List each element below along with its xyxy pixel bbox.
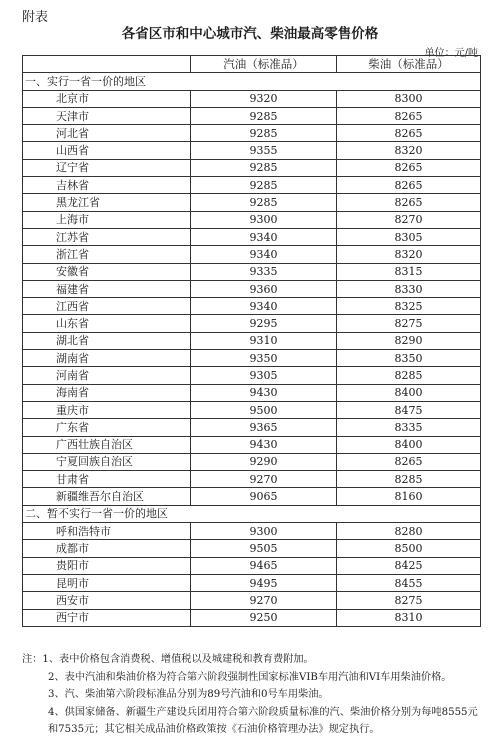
gasoline-price: 9310 xyxy=(191,332,337,349)
header-gasoline: 汽油（标准品） xyxy=(191,56,337,73)
table-row xyxy=(23,159,481,176)
gasoline-price: 9360 xyxy=(191,280,337,297)
section-label: 一、实行一省一价的地区 xyxy=(23,73,481,90)
diesel-price: 8320 xyxy=(337,142,481,159)
diesel-price: 8290 xyxy=(337,332,481,349)
note-2: 2、表中汽油和柴油价格为符合第六阶段强制性国家标准VIB车用汽油和VI车用柴油价格。 xyxy=(48,671,452,683)
region-name: 昆明市 xyxy=(23,574,191,591)
note-3: 3、汽、柴油第六阶段标准品分别为89号汽油和0号车用柴油。 xyxy=(48,689,329,700)
section-row xyxy=(23,505,481,522)
table-row xyxy=(23,384,481,401)
annex-label: 附表 xyxy=(22,10,49,25)
gasoline-price: 9340 xyxy=(191,228,337,245)
diesel-price: 8265 xyxy=(337,125,481,142)
table-row xyxy=(23,177,481,194)
diesel-price: 8275 xyxy=(337,592,481,609)
header-region xyxy=(23,56,191,73)
region-name: 天津市 xyxy=(23,107,191,124)
table-row xyxy=(23,609,481,626)
region-name: 湖北省 xyxy=(23,332,191,349)
region-name: 西宁市 xyxy=(23,609,191,626)
gasoline-price: 9340 xyxy=(191,298,337,315)
table-row xyxy=(23,453,481,470)
gasoline-price: 9350 xyxy=(191,350,337,367)
region-name: 河北省 xyxy=(23,125,191,142)
gasoline-price: 9355 xyxy=(191,142,337,159)
gasoline-price: 9430 xyxy=(191,384,337,401)
table-row xyxy=(23,523,481,540)
region-name: 山西省 xyxy=(23,142,191,159)
table-row xyxy=(23,246,481,263)
gasoline-price: 9365 xyxy=(191,419,337,436)
gasoline-price: 9285 xyxy=(191,107,337,124)
notes xyxy=(22,651,482,739)
region-name: 新疆维吾尔自治区 xyxy=(23,488,191,505)
table-row xyxy=(23,401,481,418)
gasoline-price: 9305 xyxy=(191,367,337,384)
table-row xyxy=(23,471,481,488)
region-name: 湖南省 xyxy=(23,350,191,367)
diesel-price: 8265 xyxy=(337,194,481,211)
region-name: 上海市 xyxy=(23,211,191,228)
table-row xyxy=(23,211,481,228)
table-row xyxy=(23,298,481,315)
region-name: 广西壮族自治区 xyxy=(23,436,191,453)
diesel-price: 8315 xyxy=(337,263,481,280)
table-row xyxy=(23,142,481,159)
diesel-price: 8425 xyxy=(337,557,481,574)
diesel-price: 8160 xyxy=(337,488,481,505)
table-row xyxy=(23,419,481,436)
region-name: 山东省 xyxy=(23,315,191,332)
region-name: 福建省 xyxy=(23,280,191,297)
diesel-price: 8335 xyxy=(337,419,481,436)
diesel-price: 8280 xyxy=(337,523,481,540)
table-row xyxy=(23,125,481,142)
diesel-price: 8285 xyxy=(337,471,481,488)
region-name: 北京市 xyxy=(23,90,191,107)
table-row xyxy=(23,540,481,557)
note-1: 注：1、表中价格包含消费税、增值税以及城建税和教育费附加。 xyxy=(22,654,314,665)
gasoline-price: 9500 xyxy=(191,401,337,418)
table-row xyxy=(23,228,481,245)
region-name: 吉林省 xyxy=(23,177,191,194)
region-name: 呼和浩特市 xyxy=(23,523,191,540)
gasoline-price: 9430 xyxy=(191,436,337,453)
table-header-row xyxy=(23,56,481,73)
region-name: 江西省 xyxy=(23,298,191,315)
region-name: 广东省 xyxy=(23,419,191,436)
table-row xyxy=(23,90,481,107)
price-table xyxy=(22,55,481,627)
region-name: 宁夏回族自治区 xyxy=(23,453,191,470)
gasoline-price: 9320 xyxy=(191,90,337,107)
table-row xyxy=(23,350,481,367)
table-row xyxy=(23,194,481,211)
table-row xyxy=(23,592,481,609)
table-row xyxy=(23,557,481,574)
region-name: 西安市 xyxy=(23,592,191,609)
region-name: 江苏省 xyxy=(23,228,191,245)
table-row xyxy=(23,488,481,505)
gasoline-price: 9285 xyxy=(191,159,337,176)
diesel-price: 8270 xyxy=(337,211,481,228)
region-name: 辽宁省 xyxy=(23,159,191,176)
gasoline-price: 9300 xyxy=(191,523,337,540)
table-row xyxy=(23,107,481,124)
page-title: 各省区市和中心城市汽、柴油最高零售价格 xyxy=(121,26,379,42)
diesel-price: 8265 xyxy=(337,107,481,124)
region-name: 河南省 xyxy=(23,367,191,384)
diesel-price: 8305 xyxy=(337,228,481,245)
gasoline-price: 9285 xyxy=(191,194,337,211)
table-body xyxy=(23,73,481,627)
region-name: 浙江省 xyxy=(23,246,191,263)
region-name: 贵阳市 xyxy=(23,557,191,574)
diesel-price: 8300 xyxy=(337,90,481,107)
gasoline-price: 9505 xyxy=(191,540,337,557)
table-row xyxy=(23,574,481,591)
table-row xyxy=(23,367,481,384)
diesel-price: 8475 xyxy=(337,401,481,418)
diesel-price: 8400 xyxy=(337,384,481,401)
diesel-price: 8310 xyxy=(337,609,481,626)
gasoline-price: 9250 xyxy=(191,609,337,626)
region-name: 海南省 xyxy=(23,384,191,401)
diesel-price: 8500 xyxy=(337,540,481,557)
region-name: 安徽省 xyxy=(23,263,191,280)
diesel-price: 8265 xyxy=(337,177,481,194)
section-row xyxy=(23,73,481,90)
diesel-price: 8325 xyxy=(337,298,481,315)
gasoline-price: 9065 xyxy=(191,488,337,505)
diesel-price: 8285 xyxy=(337,367,481,384)
table-row xyxy=(23,436,481,453)
section-label: 二、暂不实行一省一价的地区 xyxy=(23,505,481,522)
gasoline-price: 9340 xyxy=(191,246,337,263)
region-name: 黑龙江省 xyxy=(23,194,191,211)
region-name: 重庆市 xyxy=(23,401,191,418)
diesel-price: 8265 xyxy=(337,159,481,176)
diesel-price: 8350 xyxy=(337,350,481,367)
gasoline-price: 9300 xyxy=(191,211,337,228)
gasoline-price: 9495 xyxy=(191,574,337,591)
gasoline-price: 9335 xyxy=(191,263,337,280)
diesel-price: 8400 xyxy=(337,436,481,453)
table-row xyxy=(23,315,481,332)
gasoline-price: 9285 xyxy=(191,177,337,194)
table-row xyxy=(23,332,481,349)
gasoline-price: 9285 xyxy=(191,125,337,142)
table-row xyxy=(23,280,481,297)
gasoline-price: 9295 xyxy=(191,315,337,332)
diesel-price: 8275 xyxy=(337,315,481,332)
region-name: 成都市 xyxy=(23,540,191,557)
gasoline-price: 9270 xyxy=(191,592,337,609)
gasoline-price: 9270 xyxy=(191,471,337,488)
unit-label: 单位：元/吨 xyxy=(424,48,478,59)
gasoline-price: 9465 xyxy=(191,557,337,574)
gasoline-price: 9290 xyxy=(191,453,337,470)
header-diesel: 柴油（标准品） xyxy=(337,56,481,73)
region-name: 甘肃省 xyxy=(23,471,191,488)
diesel-price: 8455 xyxy=(337,574,481,591)
diesel-price: 8330 xyxy=(337,280,481,297)
diesel-price: 8320 xyxy=(337,246,481,263)
diesel-price: 8265 xyxy=(337,453,481,470)
note-4: 4、供国家储备、新疆生产建设兵团用符合第六阶段质量标准的汽、柴油价格分别为每吨8555元和7535元；其它相关成品油价格政策按《石油价格管理办法》规定执行。 xyxy=(48,706,478,735)
table-row xyxy=(23,263,481,280)
